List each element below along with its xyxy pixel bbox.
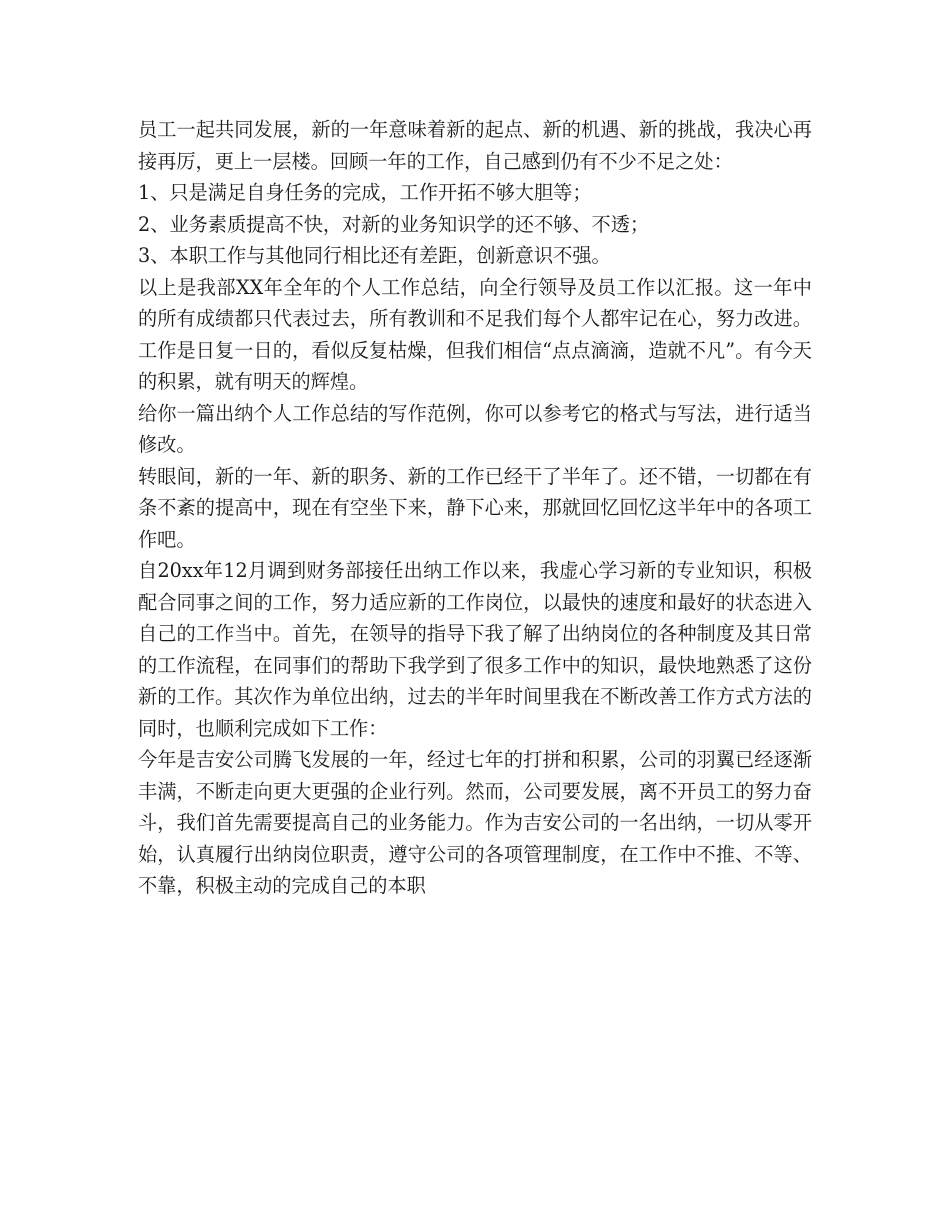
paragraph-4: 3、本职工作与其他同行相比还有差距，创新意识不强。 xyxy=(138,244,611,267)
paragraph-3: 2、业务素质提高不快，对新的业务知识学的还不够、不透； xyxy=(138,212,650,236)
paragraph-6: 给你一篇出纳个人工作总结的写作范例，你可以参考它的格式与写法，进行适当修改。 xyxy=(138,401,812,456)
paragraph-7: 转眼间，新的一年、新的职务、新的工作已经干了半年了。还不错，一切都在有条不紊的提高中，现在有空坐下来，静下心来，那就回忆回忆这半年中的各项工作吧。 xyxy=(138,464,812,551)
paragraph-5: 以上是我部XX年全年的个人工作总结，向全行领导及员工作以汇报。这一年中的所有成绩都只代表过去，所有教训和不足我们每个人都牢记在心，努力改进。工作是日复一日的，看似反复枯燥，但我们相信“点点滴滴，造就不凡”。有今天的积累，就有明天的辉煌。 xyxy=(138,275,812,393)
document-body xyxy=(138,114,812,902)
paragraph-9: 今年是吉安公司腾飞发展的一年，经过七年的打拼和积累，公司的羽翼已经逐渐丰满，不断走向更大更强的企业行列。然而，公司要发展，离不开员工的努力奋斗，我们首先需要提高自己的业务能力。作为吉安公司的一名出纳，一切从零开始，认真履行出纳岗位职责，遵守公司的各项管理制度，在工作中不推、不等、不靠，积极主动的完成自己的本职 xyxy=(138,748,812,897)
paragraph-8: 自20xx年12月调到财务部接任出纳工作以来，我虚心学习新的专业知识，积极配合同事之间的工作，努力适应新的工作岗位，以最快的速度和最好的状态进入自己的工作当中。首先，在领导的指导下我了解了出纳岗位的各种制度及其日常的工作流程，在同事们的帮助下我学到了很多工作中的知识，最快地熟悉了这份新的工作。其次作为单位出纳，过去的半年时间里我在不断改善工作方式方法的同时，也顺利完成如下工作： xyxy=(138,559,812,740)
paragraph-2: 1、只是满足自身任务的完成，工作开拓不够大胆等； xyxy=(138,181,592,204)
paragraph-1: 员工一起共同发展，新的一年意味着新的起点、新的机遇、新的挑战，我决心再接再厉，更上一层楼。回顾一年的工作，自己感到仍有不少不足之处： xyxy=(138,118,812,173)
